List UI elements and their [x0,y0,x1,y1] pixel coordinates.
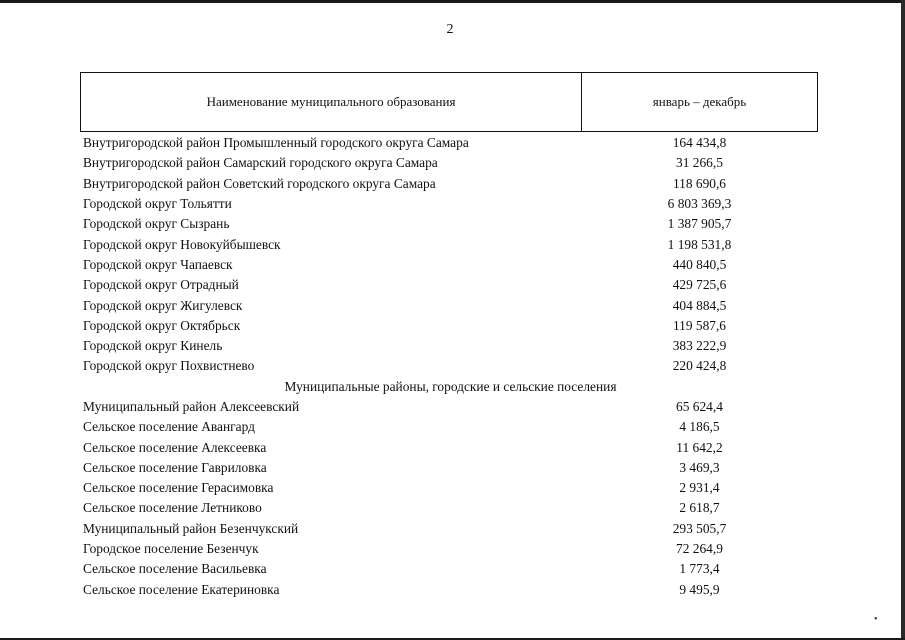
table-row [83,356,818,376]
table-row [83,580,818,600]
cell-municipality-name: Городской округ Жигулевск [83,297,243,313]
cell-value: 404 884,5 [672,297,727,313]
table-row [83,214,818,234]
cell-municipality-name: Сельское поселение Екатериновка [83,581,280,597]
table-row [83,194,818,214]
cell-municipality-name: Городское поселение Безенчук [83,541,259,557]
table-row [83,336,818,356]
section-heading-row [83,377,818,397]
table-row [83,437,818,457]
table-row [83,519,818,539]
cell-municipality-name: Муниципальный район Безенчукский [83,520,299,536]
cell-value: 6 803 369,3 [667,196,732,212]
cell-municipality-name: Городской округ Отрадный [83,277,239,293]
table-row [83,316,818,336]
cell-municipality-name: Внутригородской район Промышленный городского округа Самара [83,135,469,151]
table-row [83,234,818,254]
cell-municipality-name: Городской округ Октябрьск [83,317,241,333]
table-row [83,275,818,295]
table-header [80,72,818,132]
cell-municipality-name: Внутригородской район Самарский городского округа Самара [83,155,438,171]
cell-value: 383 222,9 [672,338,727,354]
cell-municipality-name: Сельское поселение Летниково [83,500,262,516]
scan-mark: • [874,614,878,625]
cell-value: 2 931,4 [679,480,720,496]
scan-edge-top [0,0,905,3]
table-body [83,133,818,600]
cell-municipality-name: Сельское поселение Герасимовка [83,480,274,496]
table-row [83,133,818,153]
column-header-name: Наименование муниципального образования [81,73,582,131]
cell-value: 72 264,9 [676,541,723,557]
cell-value: 164 434,8 [672,135,727,151]
table-row [83,417,818,437]
cell-value: 4 186,5 [679,419,720,435]
table-row [83,458,818,478]
cell-municipality-name: Муниципальный район Алексеевский [83,399,300,414]
cell-value: 3 469,3 [679,459,720,475]
cell-value: 1 773,4 [679,561,720,577]
table-row [83,174,818,194]
table-row [83,498,818,518]
cell-municipality-name: Внутригородской район Советский городского округа Самара [83,175,436,191]
table-row [83,255,818,275]
scan-edge-right [901,0,905,640]
cell-municipality-name: Городской округ Кинель [83,338,223,354]
table-row [83,153,818,173]
cell-municipality-name: Городской округ Тольятти [83,196,232,212]
cell-value: 440 840,5 [672,256,727,272]
cell-municipality-name: Городской округ Похвистнево [83,358,255,374]
cell-municipality-name: Сельское поселение Гавриловка [83,459,267,475]
cell-value: 65 624,4 [676,399,723,414]
cell-municipality-name: Городской округ Новокуйбышевск [83,236,281,252]
table-row [83,295,818,315]
cell-municipality-name: Сельское поселение Авангард [83,419,255,435]
cell-value: 11 642,2 [676,439,723,455]
cell-value: 9 495,9 [679,581,720,597]
cell-municipality-name: Городской округ Чапаевск [83,256,233,272]
table-row [83,478,818,498]
table-row [83,539,818,559]
cell-municipality-name: Сельское поселение Алексеевка [83,439,267,455]
cell-value: 118 690,6 [672,175,727,191]
section-heading: Муниципальные районы, городские и сельские поселения [284,378,617,394]
cell-municipality-name: Сельское поселение Васильевка [83,561,267,577]
cell-value: 2 618,7 [679,500,720,516]
cell-value: 429 725,6 [672,277,727,293]
cell-municipality-name: Городской округ Сызрань [83,216,230,232]
cell-value: 1 387 905,7 [667,216,732,232]
cell-value: 220 424,8 [672,358,727,374]
table-row [83,397,818,417]
column-header-period: январь – декабрь [652,94,747,109]
cell-value: 119 587,6 [672,317,727,333]
page-number: 2 [446,22,454,37]
table-row [83,559,818,579]
cell-value: 1 198 531,8 [667,236,732,252]
cell-value: 31 266,5 [676,155,723,171]
cell-value: 293 505,7 [672,520,727,536]
